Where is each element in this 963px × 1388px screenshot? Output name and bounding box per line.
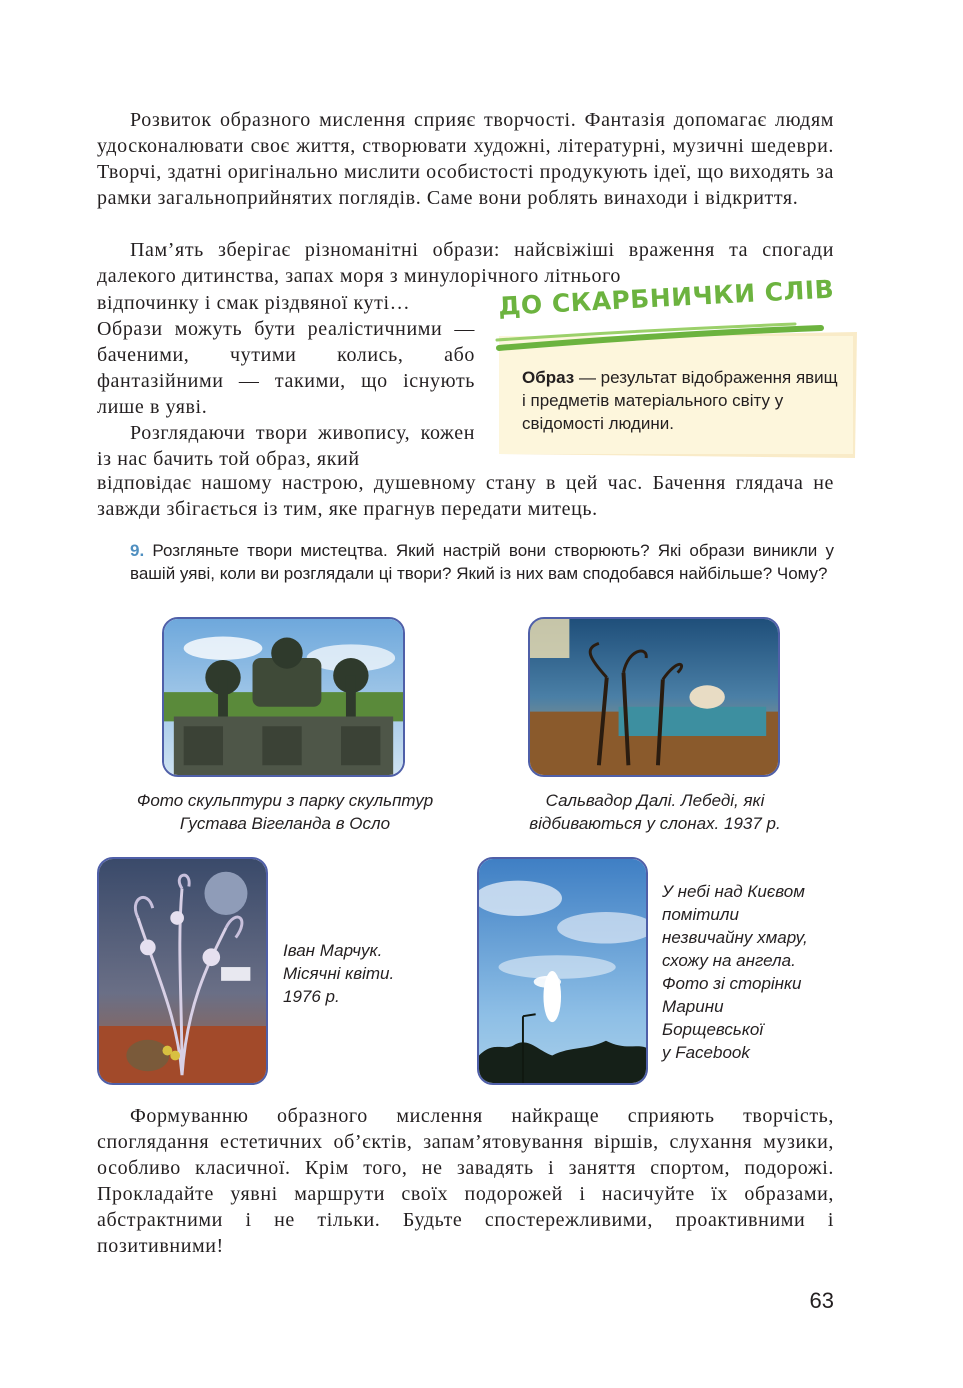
paragraph-intro: Розвиток образного мислення сприяє творчості. Фантазія допомагає людям удосконалювати своє життя, створювати художні, літературні, музичні шедеври. Творчі, здатні оригінально мислити особистості продукують ідеї, що виходять за рамки загальноприйнятих поглядів. Саме вони роблять винаходи і відкриття. (97, 109, 834, 209)
paragraph-paintings-end: відповідає нашому настрою, душевному стану в цей час. Бачення глядача не завжди збігається із тим, яке прагнув передати митець. (97, 472, 834, 520)
paragraph-narrow-column (97, 290, 475, 472)
cloud-caption-line-6: Марини (662, 997, 724, 1016)
cloud-caption-line-7: Борщевської (662, 1020, 764, 1039)
cloud-caption-line-5: Фото зі сторінки (662, 974, 802, 993)
cloud-caption-line-2: помітили (662, 905, 739, 924)
dali-caption (490, 789, 820, 835)
marchuk-painting (97, 857, 268, 1085)
vocabulary-term: Образ (522, 368, 575, 387)
paragraph-conclusion: Формуванню образного мислення найкраще сприяють творчість, споглядання естетичних об’єктів, запам’ятовування віршів, слухання музики, особливо класичної. Крім того, не завадять і заняття спортом, подорожі. Прокладайте уявні маршрути своїх подорожей і насичуйте їх образами, абстрактними і не тільки. Будьте спостережливими, проактивними і позитивними! (97, 1105, 834, 1257)
page-number: 63 (809, 1288, 834, 1313)
sculpture-caption (100, 789, 470, 835)
sculpture-photo (162, 617, 405, 777)
marchuk-caption-line-3: 1976 р. (283, 987, 340, 1006)
marchuk-caption-line-1: Іван Марчук. (283, 941, 383, 960)
dali-caption-line-2: відбиваються у слонах. 1937 р. (529, 814, 781, 833)
paintings-start: Розглядаючи твори живопису, кожен із нас бачить той образ, який (97, 422, 475, 470)
cloud-caption-line-3: незвичайну хмару, (662, 928, 808, 947)
task-number: 9. (130, 541, 145, 560)
cloud-caption (662, 880, 852, 1064)
vocabulary-definition-text: — результат відображення явищ і предметів матеріального світу у свідомості людини. (522, 368, 838, 433)
sculpture-caption-line-1: Фото скульптури з парку скульптур (136, 791, 434, 810)
cloud-caption-line-1: У небі над Києвом (662, 882, 805, 901)
vocabulary-definition (522, 366, 842, 435)
dali-caption-line-1: Сальвадор Далі. Лебеді, які (545, 791, 765, 810)
paragraph-memory: Пам’ять зберігає різноманітні образи: найсвіжіші враження та спогади далекого дитинства, запах моря з минулорічного літнього (97, 239, 834, 287)
sculpture-caption-line-2: Густава Вігеланда в Осло (179, 814, 391, 833)
cloud-caption-line-4: схожу на ангела. (662, 951, 796, 970)
task-text: Розгляньте твори мистецтва. Який настрій вони створюють? Які образи виникли у вашій уяві, коли ви розглядали ці твори? Який із них вам сподобався найбільше? Чому? (130, 541, 834, 583)
vocabulary-title: ДО СКАРБНИЧКИ СЛІВ (497, 274, 835, 322)
memory-continuation: відпочинку і смак різдвяної куті… (97, 292, 411, 314)
images-kinds: Образи можуть бути реалістичними — баченими, чутими колись, або фантазійними — такими, що існують лише в уяві. (97, 318, 475, 418)
cloud-caption-line-8: у Facebook (662, 1043, 750, 1062)
angel-cloud-photo (477, 857, 648, 1085)
marchuk-caption-line-2: Місячні квіти. (283, 964, 395, 983)
task-9 (130, 539, 834, 585)
marchuk-caption (283, 939, 453, 1008)
dali-painting (528, 617, 780, 777)
